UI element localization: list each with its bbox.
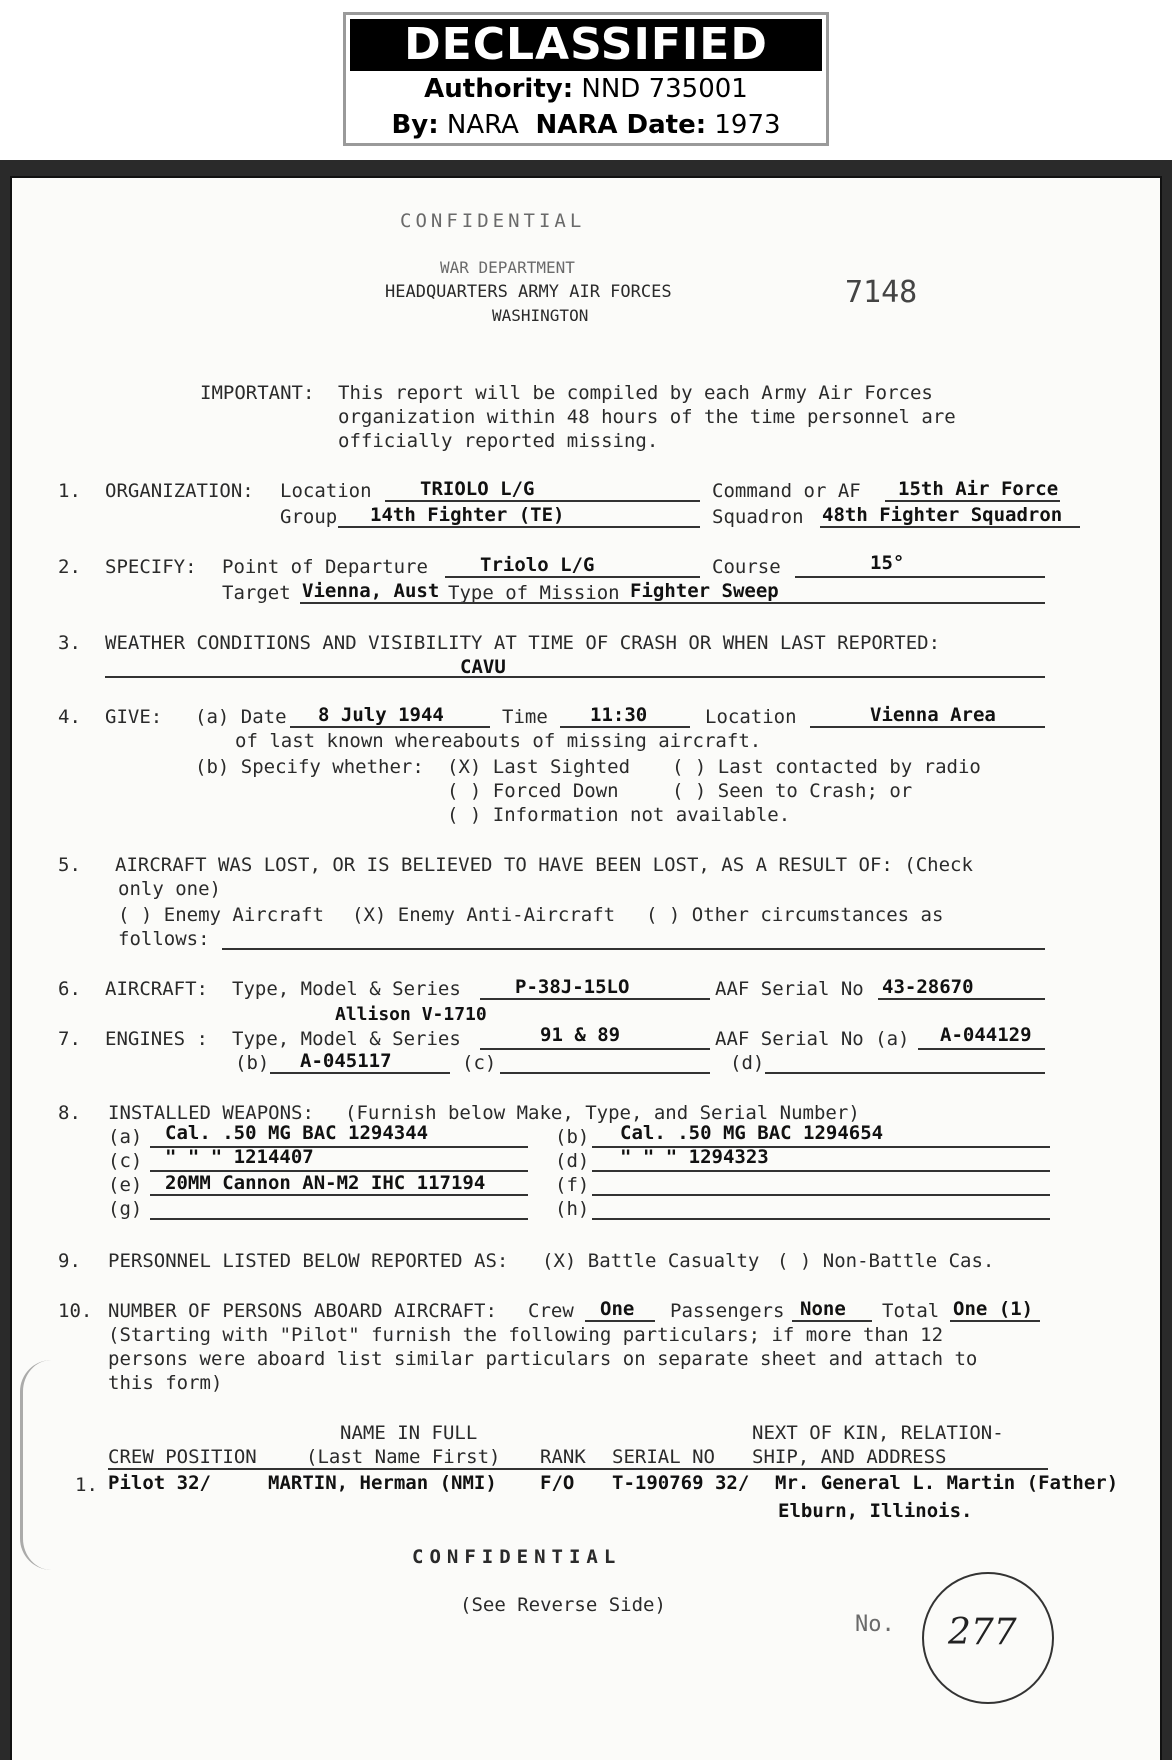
important-line2: organization within 48 hours of the time personnel are	[338, 406, 956, 428]
s5-num: 5.	[58, 854, 81, 876]
crew-row-kin-address: Elburn, Illinois.	[778, 1500, 973, 1522]
important-line3: officially reported missing.	[338, 430, 659, 452]
classification-bottom: CONFIDENTIAL	[412, 1546, 622, 1568]
crew-header-name1: NAME IN FULL	[340, 1422, 478, 1444]
weapon-letter: (e)	[108, 1174, 143, 1196]
s1-squadron-label: Squadron	[712, 506, 804, 528]
s2-departure-value: Triolo L/G	[480, 554, 595, 576]
s7-serial-b: A-045117	[300, 1050, 392, 1072]
crew-row-kin: Mr. General L. Martin (Father)	[775, 1472, 1119, 1494]
s7-num: 7.	[58, 1028, 81, 1050]
crew-row-num: 1.	[75, 1474, 98, 1496]
important-line1: This report will be compiled by each Army Air Forces	[338, 382, 933, 404]
s1-command-label: Command or AF	[712, 480, 861, 502]
s10-crew-value: One	[600, 1298, 635, 1320]
s10-note2: persons were aboard list similar particulars on separate sheet and attach to	[108, 1348, 978, 1370]
s5-follows: follows:	[118, 928, 210, 950]
crew-header-rank: RANK	[540, 1446, 586, 1468]
s4-date-value: 8 July 1944	[318, 704, 444, 726]
s4-location-value: Vienna Area	[870, 704, 996, 726]
s9-num: 9.	[58, 1250, 81, 1272]
weapon-letter: (g)	[108, 1198, 143, 1220]
crew-header-position: CREW POSITION	[108, 1446, 257, 1468]
seal-number: 277	[948, 1612, 1017, 1653]
s5-label: AIRCRAFT WAS LOST, OR IS BELIEVED TO HAVE BEEN LOST, AS A RESULT OF: (Check	[115, 854, 973, 876]
s4-opt-last-sighted: (X) Last Sighted	[447, 756, 631, 778]
declassified-stamp	[343, 12, 829, 146]
s1-num: 1.	[58, 480, 81, 502]
s1-location-label: Location	[280, 480, 372, 502]
stamp-by: By: NARA NARA Date: 1973	[391, 110, 781, 140]
crew-header-kin1: NEXT OF KIN, RELATION-	[752, 1422, 1004, 1444]
s3-label: WEATHER CONDITIONS AND VISIBILITY AT TIME OF CRASH OR WHEN LAST REPORTED:	[105, 632, 941, 654]
s7-b-label: (b)	[235, 1052, 270, 1074]
s9-label: PERSONNEL LISTED BELOW REPORTED AS:	[108, 1250, 509, 1272]
weapon-value: Cal. .50 MG BAC 1294344	[165, 1122, 429, 1144]
s10-num: 10.	[58, 1300, 93, 1322]
weapon-value: " " " 1294323	[620, 1146, 769, 1168]
s4-location-label: Location	[705, 706, 797, 728]
weapon-letter: (d)	[555, 1150, 590, 1172]
s4-opt-last-contacted: ( ) Last contacted by radio	[672, 756, 981, 778]
s4-b-label: (b) Specify whether:	[195, 756, 424, 778]
s7-type-label: Type, Model & Series	[232, 1028, 461, 1050]
s2-mission-value: Fighter Sweep	[630, 580, 779, 602]
s2-target-value: Vienna, Aust	[302, 580, 440, 602]
s10-label: NUMBER OF PERSONS ABOARD AIRCRAFT:	[108, 1300, 497, 1322]
weapon-letter: (c)	[108, 1150, 143, 1172]
s2-label: SPECIFY:	[105, 556, 197, 578]
s7-engine-make: Allison V-1710	[335, 1004, 487, 1025]
s4-time-value: 11:30	[590, 704, 648, 726]
margin-handwriting-mark	[20, 1360, 83, 1570]
s7-d-label: (d)	[730, 1052, 765, 1074]
s7-c-label: (c)	[462, 1052, 497, 1074]
no-label: No.	[855, 1612, 895, 1637]
s7-label: ENGINES :	[105, 1028, 208, 1050]
crew-row-name: MARTIN, Herman (NMI)	[268, 1472, 497, 1494]
s6-serial-value: 43-28670	[882, 976, 974, 998]
s6-type-label: Type, Model & Series	[232, 978, 461, 1000]
s7-serial-a: A-044129	[940, 1024, 1032, 1046]
s10-total-value: One (1)	[953, 1298, 1034, 1320]
s3-num: 3.	[58, 632, 81, 654]
weapon-letter: (h)	[555, 1198, 590, 1220]
s7-engine-models: 91 & 89	[540, 1024, 621, 1046]
s4-of-last: of last known whereabouts of missing aircraft.	[235, 730, 762, 752]
s2-course-value: 15°	[870, 552, 905, 574]
weapon-letter: (a)	[108, 1126, 143, 1148]
s8-note: (Furnish below Make, Type, and Serial Number)	[345, 1102, 860, 1124]
s7-serial-label: AAF Serial No (a)	[715, 1028, 910, 1050]
s10-crew-label: Crew	[528, 1300, 574, 1322]
crew-row-serial: T-190769 32/	[612, 1472, 750, 1494]
crew-header-serial: SERIAL NO	[612, 1446, 715, 1468]
header-line1: WAR DEPARTMENT	[440, 258, 575, 277]
stamp-authority: Authority: NND 735001	[424, 74, 748, 104]
s6-type-value: P-38J-15LO	[515, 976, 630, 998]
s6-serial-label: AAF Serial No	[715, 978, 864, 1000]
s10-note3: this form)	[108, 1372, 223, 1394]
s2-target-label: Target	[222, 582, 291, 604]
s3-value: CAVU	[460, 656, 506, 678]
s4-date-label: (a) Date	[195, 706, 287, 728]
important-label: IMPORTANT:	[200, 382, 315, 404]
s10-note1: (Starting with "Pilot" furnish the following particulars; if more than 12	[108, 1324, 944, 1346]
s8-label: INSTALLED WEAPONS:	[108, 1102, 314, 1124]
s4-num: 4.	[58, 706, 81, 728]
s1-label: ORGANIZATION:	[105, 480, 254, 502]
s4-opt-forced-down: ( ) Forced Down	[447, 780, 619, 802]
s8-num: 8.	[58, 1102, 81, 1124]
s5-opt-enemy-aircraft: ( ) Enemy Aircraft	[118, 904, 324, 926]
s4-time-label: Time	[502, 706, 548, 728]
s1-location-value: TRIOLO L/G	[420, 478, 535, 500]
s4-opt-not-available: ( ) Information not available.	[447, 804, 791, 826]
weapon-value: " " " 1214407	[165, 1146, 314, 1168]
crew-row-position: Pilot 32/	[108, 1472, 211, 1494]
crew-header-kin2: SHIP, AND ADDRESS	[752, 1446, 947, 1468]
header-line3: WASHINGTON	[492, 306, 589, 325]
s2-departure-label: Point of Departure	[222, 556, 428, 578]
header-line2: HEADQUARTERS ARMY AIR FORCES	[385, 282, 672, 302]
s5-label2: only one)	[118, 878, 221, 900]
report-number: 7148	[845, 275, 918, 310]
s2-course-label: Course	[712, 556, 781, 578]
s6-num: 6.	[58, 978, 81, 1000]
see-reverse-side: (See Reverse Side)	[460, 1594, 666, 1616]
s1-command-value: 15th Air Force	[898, 478, 1059, 500]
weapon-letter: (b)	[555, 1126, 590, 1148]
s9-opt-battle: (X) Battle Casualty	[542, 1250, 760, 1272]
weapon-letter: (f)	[555, 1174, 590, 1196]
weapon-value: Cal. .50 MG BAC 1294654	[620, 1122, 884, 1144]
s5-opt-anti-aircraft: (X) Enemy Anti-Aircraft	[352, 904, 616, 926]
s6-label: AIRCRAFT:	[105, 978, 208, 1000]
s5-opt-other: ( ) Other circumstances as	[646, 904, 944, 926]
stamp-title: DECLASSIFIED	[350, 19, 822, 71]
s9-opt-non-battle: ( ) Non-Battle Cas.	[777, 1250, 995, 1272]
s1-group-value: 14th Fighter (TE)	[370, 504, 565, 526]
s10-total-label: Total	[882, 1300, 940, 1322]
s2-num: 2.	[58, 556, 81, 578]
classification-top: CONFIDENTIAL	[400, 210, 586, 232]
s4-label: GIVE:	[105, 706, 163, 728]
s4-opt-seen-to-crash: ( ) Seen to Crash; or	[672, 780, 913, 802]
s2-mission-label: Type of Mission	[448, 582, 620, 604]
crew-row-rank: F/O	[540, 1472, 575, 1494]
s1-squadron-value: 48th Fighter Squadron	[822, 504, 1063, 526]
crew-header-name2: (Last Name First)	[306, 1446, 501, 1468]
s1-group-label: Group	[280, 506, 338, 528]
s10-passengers-value: None	[800, 1298, 846, 1320]
weapon-value: 20MM Cannon AN-M2 IHC 117194	[165, 1172, 486, 1194]
s10-passengers-label: Passengers	[670, 1300, 785, 1322]
